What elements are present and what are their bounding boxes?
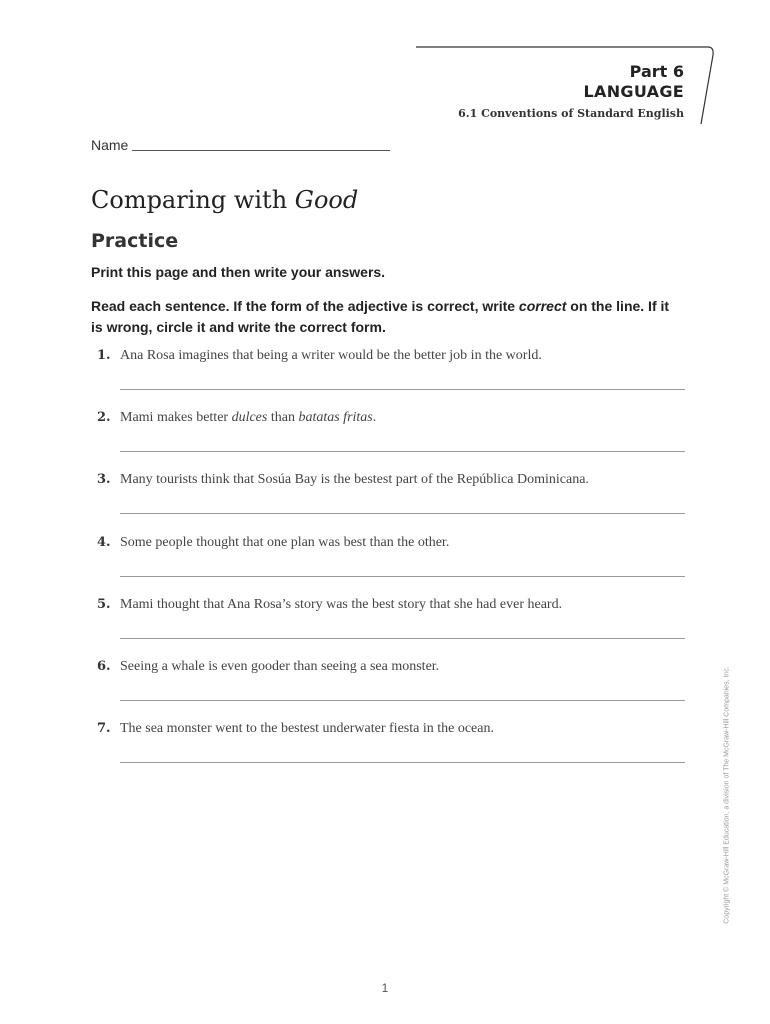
item-number: 3.	[97, 472, 111, 487]
item-number: 5.	[97, 597, 111, 612]
answer-line	[120, 762, 685, 763]
name-line	[132, 150, 390, 151]
item-text-part: .	[372, 410, 377, 425]
copyright-text: Copyright © McGraw-Hill Education, a division of The McGraw-Hill Companies, Inc.	[723, 666, 731, 924]
item-text: The sea monster went to the bestest underwater fiesta in the ocean.	[120, 721, 494, 736]
answer-line	[120, 700, 685, 701]
exercise-item-2	[91, 410, 685, 460]
exercise-item-4	[91, 535, 685, 585]
standard-label: 6.1 Conventions of Standard English	[458, 107, 684, 120]
page-number: 1	[381, 981, 389, 995]
answer-line	[120, 451, 685, 452]
item-text: Many tourists think that Sosúa Bay is the bestest part of the República Dominicana.	[120, 472, 589, 487]
name-field	[91, 137, 390, 153]
exercise-item-1	[91, 348, 685, 398]
title-emphasis: Good	[294, 186, 359, 214]
item-text: Ana Rosa imagines that being a writer would be the better job in the world.	[120, 348, 542, 363]
item-number: 4.	[97, 535, 111, 550]
item-text: Seeing a whale is even gooder than seeing a sea monster.	[120, 659, 440, 674]
practice-heading: Practice	[91, 230, 179, 252]
name-label: Name	[91, 137, 129, 153]
item-number: 2.	[97, 410, 111, 425]
item-text-emphasis: dulces	[231, 410, 268, 425]
item-text: Some people thought that one plan was best than the other.	[120, 535, 450, 550]
read-instruction-after: on the line. If it is wrong, circle it and write the correct form.	[91, 298, 670, 335]
exercise-item-5	[91, 597, 685, 647]
read-instruction-emphasis: correct	[518, 298, 567, 314]
title-prefix: Comparing with	[91, 186, 295, 214]
answer-line	[120, 576, 685, 577]
answer-line	[120, 389, 685, 390]
answer-line	[120, 513, 685, 514]
item-text-part: than	[267, 410, 299, 425]
answer-line	[120, 638, 685, 639]
item-text	[120, 410, 376, 426]
exercise-item-7	[91, 721, 685, 771]
section-label: LANGUAGE	[583, 82, 684, 101]
read-instruction-before: Read each sentence. If the form of the adjective is correct, write	[91, 298, 519, 314]
item-text-emphasis: batatas fritas	[298, 410, 373, 425]
page-title	[91, 186, 358, 214]
exercise-item-3	[91, 472, 685, 522]
item-number: 6.	[97, 659, 111, 674]
part-label: Part 6	[629, 62, 684, 81]
item-text: Mami thought that Ana Rosa’s story was the best story that she had ever heard.	[120, 597, 563, 612]
exercise-item-6	[91, 659, 685, 709]
item-number: 1.	[97, 348, 111, 363]
read-instruction	[91, 296, 681, 338]
item-text-part: Mami makes better	[120, 410, 232, 425]
item-number: 7.	[97, 721, 111, 736]
print-instruction: Print this page and then write your answers.	[91, 264, 386, 280]
